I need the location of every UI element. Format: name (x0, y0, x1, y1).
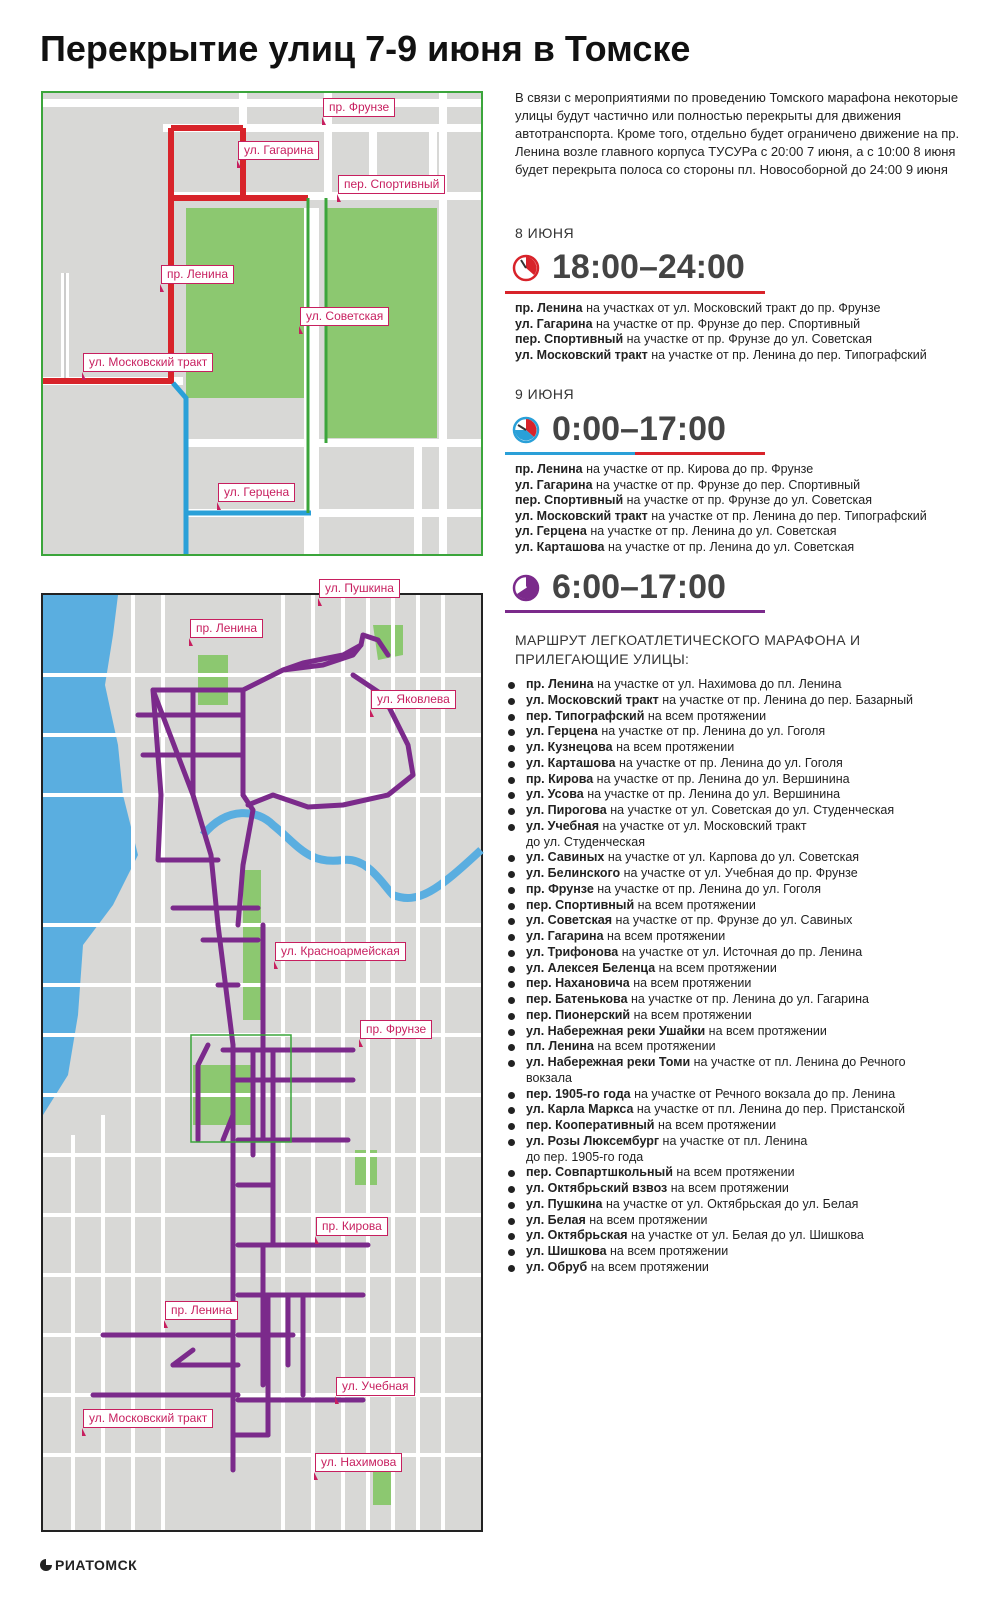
list-item: ул. Герцена на участке от пр. Ленина до ул. Советская (515, 524, 837, 538)
underline-purple (505, 610, 765, 613)
list-item: пер. Батенькова на участке от пр. Ленина до ул. Гагарина (508, 992, 978, 1008)
list-item: ул. Октябрьская на участке от ул. Белая до ул. Шишкова (508, 1228, 978, 1244)
label-frunze: пр. Фрунзе (360, 1020, 432, 1039)
list-item: ул. Обруб на всем протяжении (508, 1260, 978, 1276)
label-gertsena: ул. Герцена (218, 483, 295, 502)
page-title: Перекрытие улиц 7-9 июня в Томске (40, 28, 691, 69)
list-item: ул. Октябрьский взвоз на всем протяжении (508, 1181, 978, 1197)
overview-map-canvas (43, 595, 481, 1530)
list-item: ул. Савиных на участке от ул. Карпова до ул. Советская (508, 850, 978, 866)
list-item: ул. Учебная на участке от ул. Московский тракт (508, 819, 978, 835)
list-item: ул. Алексея Беленца на всем протяжении (508, 961, 978, 977)
underline-red (635, 452, 765, 455)
list-item: ул. Карташова на участке от пр. Ленина до ул. Советская (515, 539, 855, 554)
label-lenina-top: пр. Ленина (190, 619, 263, 638)
label-lenina-bottom: пр. Ленина (165, 1301, 238, 1320)
list-item: пр. Ленина на участке от пр. Кирова до пр. Фрунзе (515, 462, 814, 476)
list-item: ул. Московский тракт на участке от пр. Ленина до пер. Типографский (515, 508, 927, 523)
time-range-2: 0:00–17:00 (552, 410, 726, 448)
list-item: ул. Советская на участке от пр. Фрунзе до ул. Савиных (508, 913, 978, 929)
list-item: пр. Ленина на участке от ул. Нахимова до пл. Ленина (508, 677, 978, 693)
park-area (243, 870, 261, 1020)
label-gagarina: ул. Гагарина (238, 141, 319, 160)
list-item: пер. Спортивный на всем протяжении (508, 898, 978, 914)
label-lenina: пр. Ленина (161, 265, 234, 284)
logo-text: РИАТОМСК (55, 1557, 138, 1573)
underline-red (505, 291, 765, 294)
list-item-continuation: до ул. Студенческая (526, 834, 645, 849)
route-title: МАРШРУТ ЛЕГКОАТЛЕТИЧЕСКОГО МАРАФОНА И ПРИЛЕГАЮЩИЕ УЛИЦЫ: (515, 632, 861, 667)
list-item: пр. Ленина на участках от ул. Московский тракт до пр. Фрунзе (515, 301, 881, 315)
label-uchebnaya: ул. Учебная (336, 1377, 415, 1396)
label-yakovleva: ул. Яковлева (371, 690, 456, 709)
underline-blue (505, 452, 635, 455)
label-kirova: пр. Кирова (316, 1217, 388, 1236)
list-item: ул. Гагарина на участке от пр. Фрунзе до пер. Спортивный (515, 477, 861, 492)
list-item: ул. Кузнецова на всем протяжении (508, 740, 978, 756)
list-item-continuation: до пер. 1905-го года (526, 1149, 644, 1164)
label-sovetskaya: ул. Советская (300, 307, 389, 326)
marathon-route (93, 635, 413, 1470)
list-item: ул. Гагарина на всем протяжении (508, 929, 978, 945)
list-item: пер. Совпартшкольный на всем протяжении (508, 1165, 978, 1181)
day-june-9: 9 ИЮНЯ (515, 386, 575, 402)
list-item: пл. Ленина на всем протяжении (508, 1039, 978, 1055)
day-june-8: 8 ИЮНЯ (515, 225, 575, 241)
closure-blue (173, 383, 311, 554)
list-item: ул. Герцена на участке от пр. Ленина до ул. Гоголя (508, 724, 978, 740)
list-item: ул. Белая на всем протяжении (508, 1213, 978, 1229)
list-item: пер. Нахановича на всем протяжении (508, 976, 978, 992)
clock-icon-red (512, 254, 540, 282)
overview-map (41, 581, 483, 1532)
list-item: пр. Фрунзе на участке от пр. Ленина до ул. Гоголя (508, 882, 978, 898)
closure-list-1 (515, 301, 927, 363)
clock-icon-blue-red (512, 416, 540, 444)
list-item: ул. Белинского на участке от ул. Учебная до пр. Фрунзе (508, 866, 978, 882)
label-frunze: пр. Фрунзе (323, 98, 395, 117)
label-krasnoarmeyskaya: ул. Красноармейская (275, 942, 406, 961)
list-item: ул. Набережная реки Ушайки на всем протяжении (508, 1024, 978, 1040)
list-item: ул. Карла Маркса на участке от пл. Ленина до пер. Пристанской (508, 1102, 978, 1118)
list-item: ул. Набережная реки Томи на участке от пл. Ленина до Речного (508, 1055, 978, 1071)
list-item: пер. Типографский на всем протяжении (508, 709, 978, 725)
list-item: пер. Спортивный на участке от пр. Фрунзе до ул. Советская (515, 332, 872, 346)
list-item: ул. Московский тракт на участке от пр. Ленина до пер. Базарный (508, 693, 978, 709)
label-sportivny: пер. Спортивный (338, 175, 445, 194)
detail-map (41, 91, 483, 556)
list-item-continuation: вокзала (526, 1070, 572, 1085)
list-item: пер. Спортивный на участке от пр. Фрунзе до ул. Советская (515, 493, 872, 507)
list-item: ул. Розы Люксембург на участке от пл. Ленина (508, 1134, 978, 1150)
time-range-3: 6:00–17:00 (552, 568, 726, 606)
list-item: ул. Шишкова на всем протяжении (508, 1244, 978, 1260)
list-item: ул. Усова на участке от пр. Ленина до ул. Вершинина (508, 787, 978, 803)
logo-icon (40, 1559, 52, 1571)
list-item: ул. Пирогова на участке от ул. Советская до ул. Студенческая (508, 803, 978, 819)
list-item: пр. Кирова на участке от пр. Ленина до ул. Вершинина (508, 772, 978, 788)
park-area (198, 655, 228, 705)
label-pushkina: ул. Пушкина (319, 579, 400, 598)
list-item: ул. Карташова на участке от пр. Ленина до ул. Гоголя (508, 756, 978, 772)
list-item: ул. Трифонова на участке от ул. Источная до пр. Ленина (508, 945, 978, 961)
list-item: пер. Кооперативный на всем протяжении (508, 1118, 978, 1134)
marathon-street-list (508, 677, 978, 1276)
ria-tomsk-logo (40, 1557, 137, 1573)
list-item: ул. Гагарина на участке от пр. Фрунзе до пер. Спортивный (515, 316, 861, 331)
intro-text: В связи с мероприятиями по проведению Томского марафона некоторые улицы будут частично или полностью перекрыты для движения автотранспорта. Кроме того, отдельно будет ограничено движение на пр. Ленина возле главного корпуса ТУСУРа с 20:00 7 июня, а с 10:00 8 июня будет перекрыта полоса со стороны пл. Новособорной до 24:00 9 июня (515, 90, 960, 177)
list-item: ул. Московский тракт на участке от пр. Ленина до пер. Типографский (515, 347, 927, 362)
time-range-1: 18:00–24:00 (552, 248, 745, 286)
label-nakhimova: ул. Нахимова (315, 1453, 402, 1472)
list-item: пер. Пионерский на всем протяжении (508, 1008, 978, 1024)
label-moskovsky: ул. Московский тракт (83, 1409, 213, 1428)
label-moskovsky: ул. Московский тракт (83, 353, 213, 372)
list-item: пер. 1905-го года на участке от Речного вокзала до пр. Ленина (508, 1087, 978, 1103)
list-item: ул. Пушкина на участке от ул. Октябрьская до ул. Белая (508, 1197, 978, 1213)
clock-icon-purple (512, 574, 540, 602)
closure-list-2 (515, 462, 927, 555)
